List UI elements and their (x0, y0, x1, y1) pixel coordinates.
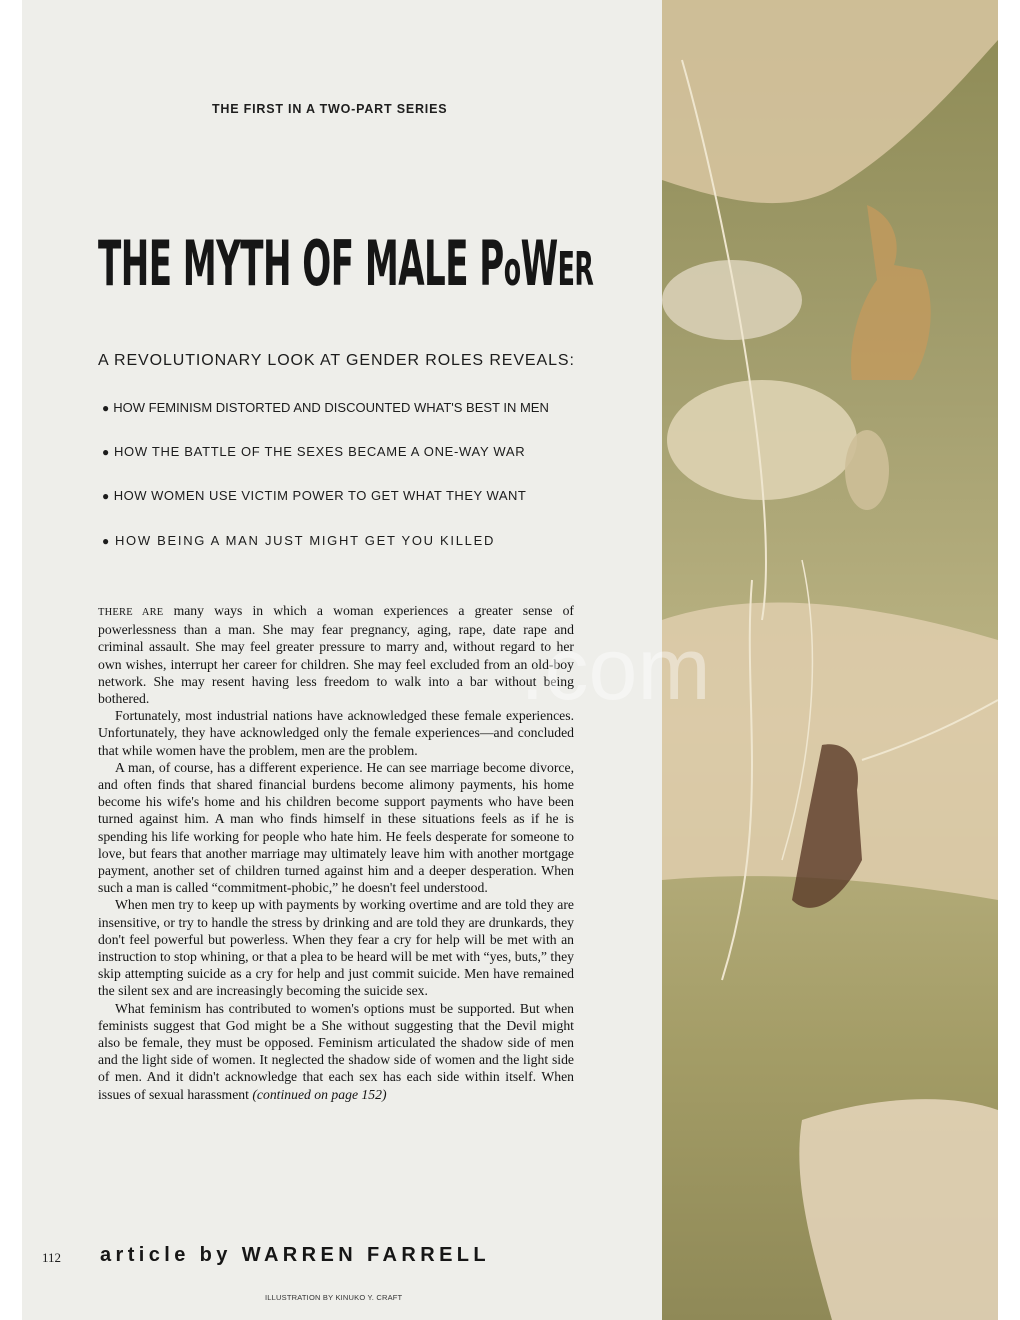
title-o: o (503, 242, 521, 296)
paragraph (98, 1000, 574, 1103)
series-label: THE FIRST IN A TWO-PART SERIES (212, 102, 448, 116)
bullet-item (102, 533, 495, 548)
bullet-item (102, 488, 526, 503)
paragraph: Fortunately, most industrial nations have acknowledged these female experiences. Unfortunately, they have acknowledged only the female experiences—and concluded that while women have the problem, men are the problem. (98, 708, 574, 758)
bullet-dot-icon: ● (102, 401, 110, 415)
continuation-note: (continued on page 152) (252, 1086, 387, 1102)
bullet-item (102, 444, 525, 459)
bullet-text: HOW WOMEN USE VICTIM POWER TO GET WHAT THEY WANT (113, 488, 527, 503)
paragraph-text: What feminism has contributed to women's options must be supported. But when feminists suggest that God might be a She without suggesting that the Devil might also be female, they must be opposed. Feminism articulated the shadow side of men and the light side of women. It neglected the shadow side of women and the light side of men. And it didn't acknowledge that each sex has each side within itself. When issues of sexual harassment (98, 1000, 574, 1102)
page-number: 112 (42, 1250, 62, 1265)
bullet-text: HOW THE BATTLE OF THE SEXES BECAME A ONE-WAY WAR (113, 444, 526, 459)
illustration-panel (662, 0, 998, 1320)
bullet-dot-icon: ● (102, 534, 111, 548)
illustration-credit: ILLUSTRATION BY KINUKO Y. CRAFT (265, 1293, 403, 1302)
article-title (98, 226, 593, 307)
paragraph-text: many ways in which a woman experiences a greater sense of powerlessness than a man. She may fear pregnancy, aging, rape, date rape and criminal assault. She may feel greater pressure to marry and, without regard to her own wishes, interrupt her career for children. She may feel excluded from an old-boy network. She may resent having less freedom to walk into a bar without being bothered. (98, 603, 574, 707)
illustration-art (662, 0, 998, 1320)
bullet-dot-icon: ● (102, 445, 110, 459)
title-er: ER (557, 242, 594, 296)
bullet-text: HOW BEING A MAN JUST MIGHT GET YOU KILLED (114, 533, 496, 548)
paragraph: A man, of course, has a different experience. He can see marriage become divorce, and often finds that shared financial burdens become alimony payments, his home become his wife's home and his children become support payments who have been turned against him. A man who finds himself in these situations feels as if he is spending his life working for people who hate him. He feels desperate for someone to love, but fears that another marriage may ultimately leave him with another mortgage payment, another set of children turned against him and a deeper desperation. When such a man is called “commitment-phobic,” he doesn't feel understood. (98, 759, 574, 896)
byline: article by WARREN FARRELL (100, 1244, 491, 1266)
paragraph (98, 602, 574, 707)
subheadline: A REVOLUTIONARY LOOK AT GENDER ROLES REVEALS: (98, 352, 575, 369)
title-w: W (520, 227, 558, 300)
title-main: THE MYTH OF MALE P (98, 227, 504, 300)
bullet-text: HOW FEMINISM DISTORTED AND DISCOUNTED WHAT'S BEST IN MEN (113, 400, 549, 415)
bullet-dot-icon: ● (102, 489, 110, 503)
lead-in: THERE ARE (98, 607, 164, 618)
paragraph: When men try to keep up with payments by working overtime and are told they are insensitive, or try to handle the stress by drinking and are told they are drunkards, they don't feel powerful but powerless. When they fear a cry for help will be met with an instruction to stop whining, or that a plea to be heard will be met with “yes, buts,” they skip attempting suicide as a cry for help and just commit suicide. Men have remained the silent sex and are increasingly becoming the suicide sex. (98, 897, 574, 999)
bullet-item (102, 400, 549, 415)
watermark: .com (520, 619, 711, 718)
article-body (98, 602, 574, 1103)
